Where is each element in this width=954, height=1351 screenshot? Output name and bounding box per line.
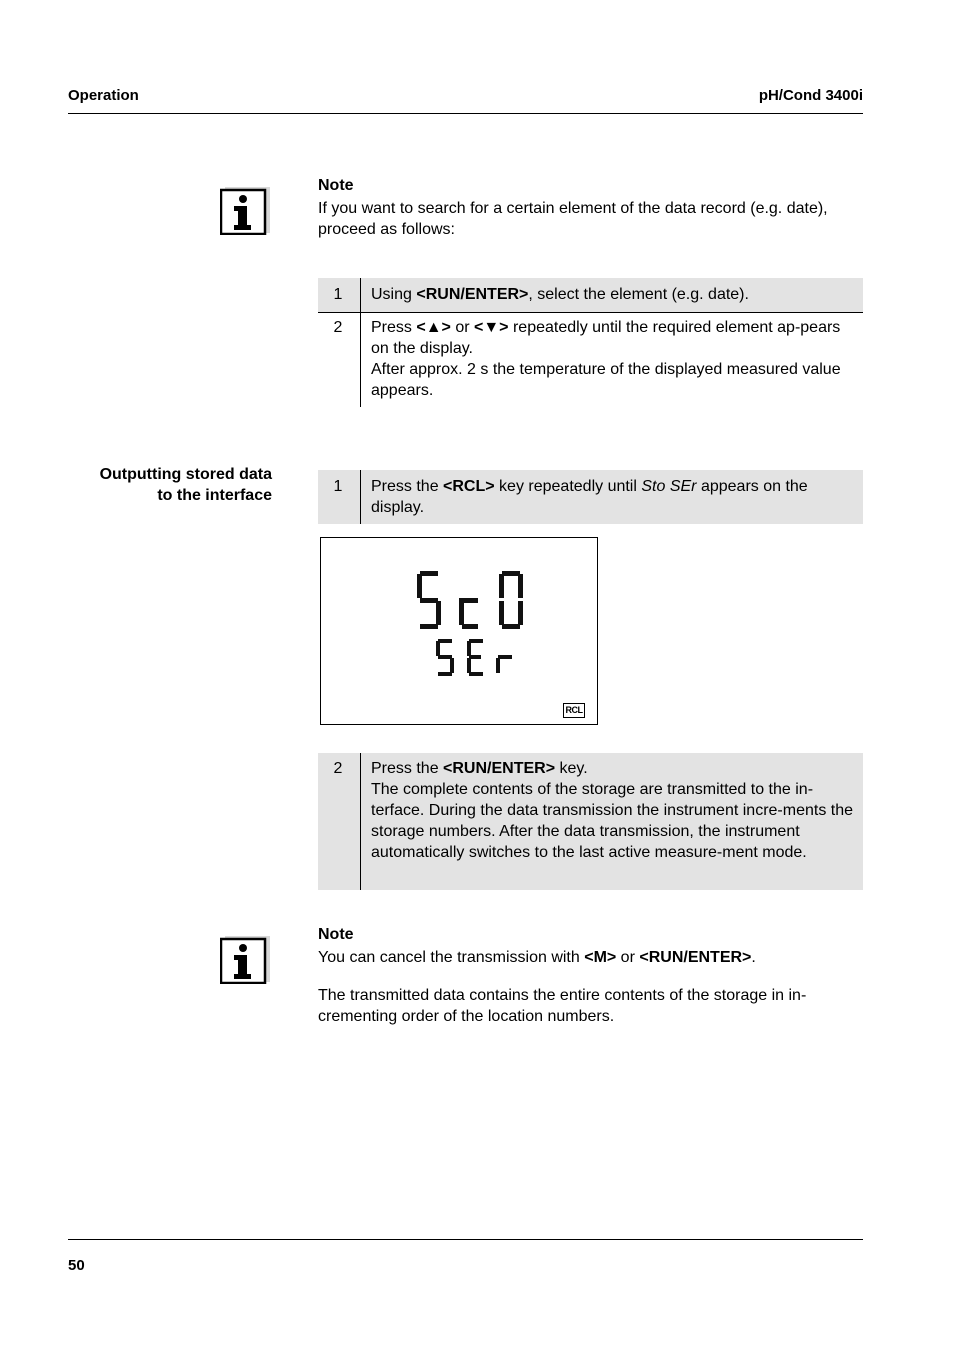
key-rcl: <RCL>	[443, 478, 495, 495]
key-run-enter: <RUN/ENTER>	[416, 286, 529, 303]
header-product-name: pH/Cond 3400i	[758, 87, 863, 104]
key-run-enter: <RUN/ENTER>	[639, 949, 752, 966]
note-text: You can cancel the transmission with <M> or <RUN/ENTER>.	[318, 949, 756, 966]
info-icon	[220, 934, 270, 984]
step-number: 1	[318, 278, 361, 312]
info-icon	[220, 185, 270, 235]
key-down: <▼>	[474, 319, 509, 336]
header-rule	[68, 113, 863, 114]
note-title: Note	[318, 926, 354, 943]
step-row	[318, 470, 863, 524]
lcd-display	[320, 537, 598, 725]
key-up: <▲>	[416, 319, 451, 336]
note-text: If you want to search for a certain element of the data record (e.g. date), proceed as follows:	[318, 200, 828, 238]
page-number: 50	[68, 1257, 85, 1274]
footer-rule	[68, 1239, 863, 1240]
lcd-segments	[321, 538, 599, 726]
section-heading: Outputting stored data to the interface	[99, 466, 272, 504]
key-m: <M>	[584, 949, 617, 966]
step-text: Using <RUN/ENTER>, select the element (e.g. date).	[371, 286, 749, 303]
step-number: 1	[318, 470, 361, 524]
step-number: 2	[318, 313, 361, 407]
step-text: Press the <RCL> key repeatedly until Sto SEr appears on the display.	[371, 478, 808, 516]
display-text-ref: Sto SEr	[641, 478, 697, 495]
rcl-indicator: RCL	[563, 703, 585, 718]
header-section-title: Operation	[68, 87, 139, 104]
body-paragraph: The transmitted data contains the entire contents of the storage in in-crementing order of the location numbers.	[318, 987, 807, 1025]
step-row	[318, 753, 863, 890]
step-row	[318, 278, 863, 312]
step-row	[318, 313, 863, 407]
note-title: Note	[318, 177, 354, 194]
step-number: 2	[318, 753, 361, 890]
key-run-enter: <RUN/ENTER>	[443, 760, 556, 777]
step-text: Press the <RUN/ENTER> key. The complete contents of the storage are transmitted to the in-terface. During the data transmission the instrument incre-ments the storage numbers. After the data transmission, the instrument automatically switches to the last active measure-ment mode.	[371, 760, 853, 861]
step-text: Press <▲> or <▼> repeatedly until the required element ap-pears on the display. After approx. 2 s the temperature of the displayed measured value appears.	[371, 319, 841, 399]
